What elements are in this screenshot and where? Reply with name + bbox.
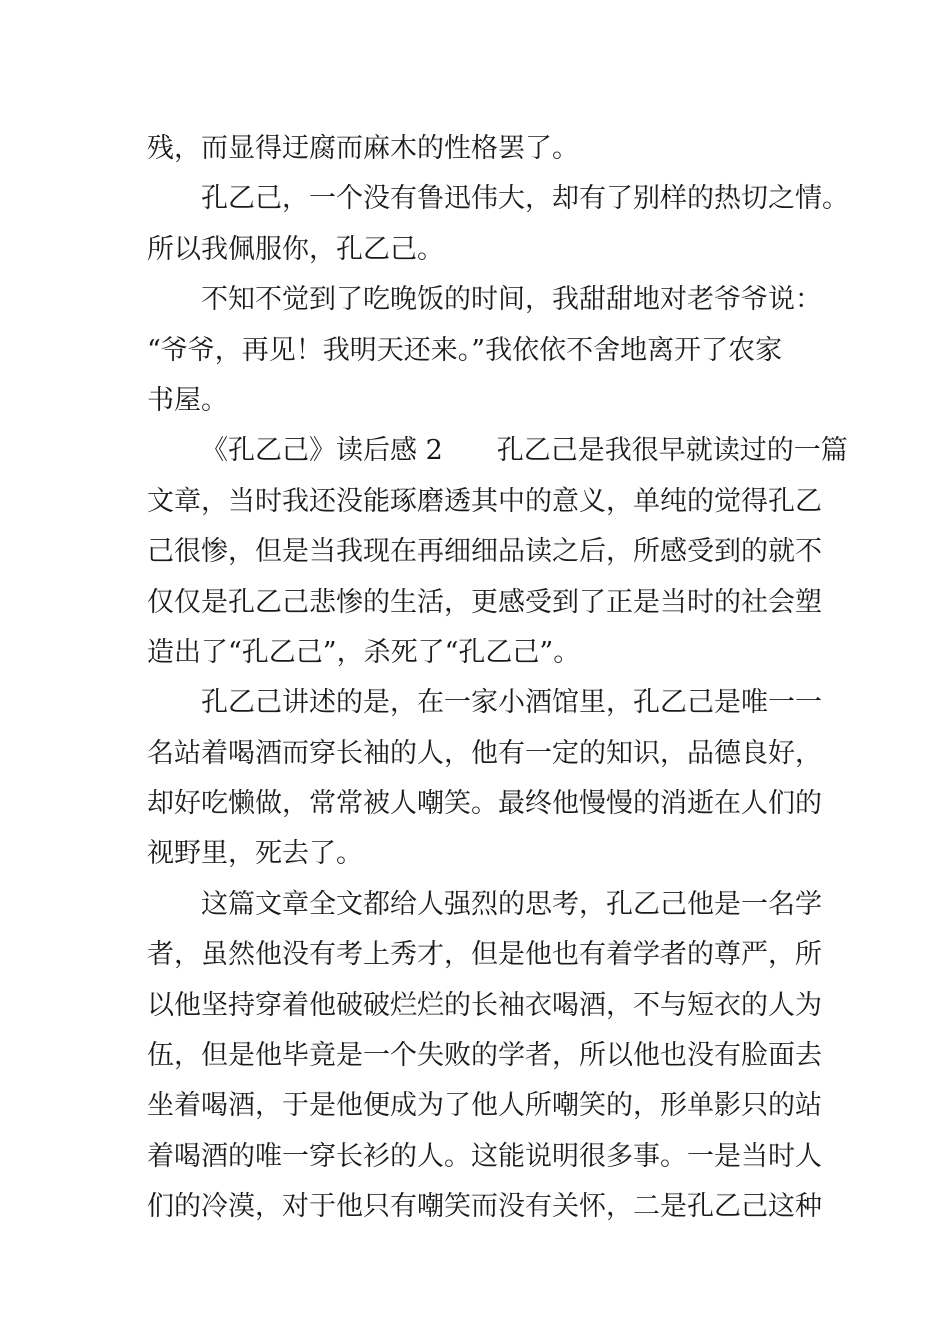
text-line: 文章，当时我还没能琢磨透其中的意义，单纯的觉得孔乙 [147, 485, 822, 517]
text-line: 着喝酒的唯一穿长衫的人。这能说明很多事。一是当时人 [147, 1140, 822, 1172]
paragraph-start-line: 这篇文章全文都给人强烈的思考，孔乙己他是一名学 [201, 888, 822, 920]
text-line: 所以我佩服你，孔乙己。 [147, 233, 444, 265]
paragraph-start-line: 孔乙己，一个没有鲁迅伟大，却有了别样的热切之情。 [201, 183, 849, 215]
text-line: 者，虽然他没有考上秀才，但是他也有着学者的尊严，所 [147, 939, 822, 971]
document-body [147, 124, 849, 1233]
text-line: 视野里，死去了。 [147, 838, 363, 870]
text-line: 造出了“孔乙己”，杀死了“孔乙己”。 [147, 636, 581, 668]
text-line: 以他坚持穿着他破破烂烂的长袖衣喝酒，不与短衣的人为 [147, 989, 822, 1021]
text-line: “爷爷，再见！我明天还来。”我依依不舍地离开了农家 [147, 334, 783, 366]
paragraph-start-line: 孔乙己讲述的是，在一家小酒馆里，孔乙己是唯一一 [201, 687, 822, 719]
text-line: 坐着喝酒，于是他便成为了他人所嘲笑的，形单影只的站 [147, 1090, 822, 1122]
text-line: 书屋。 [147, 384, 228, 416]
text-line: 伍，但是他毕竟是一个失败的学者，所以他也没有脸面去 [147, 1040, 822, 1072]
section-heading-line: 《孔乙己》读后感 2 孔乙己是我很早就读过的一篇 [201, 435, 848, 467]
text-line: 己很惨，但是当我现在再细细品读之后，所感受到的就不 [147, 536, 822, 568]
paragraph-start-line: 不知不觉到了吃晚饭的时间，我甜甜地对老爷爷说： [201, 284, 822, 316]
text-line: 们的冷漠，对于他只有嘲笑而没有关怀，二是孔乙己这种 [147, 1191, 822, 1223]
text-line: 仅仅是孔乙己悲惨的生活，更感受到了正是当时的社会塑 [147, 586, 822, 618]
text-line: 残，而显得迂腐而麻木的性格罢了。 [147, 133, 579, 164]
text-line: 名站着喝酒而穿长袖的人，他有一定的知识，品德良好， [147, 737, 822, 769]
text-line: 却好吃懒做，常常被人嘲笑。最终他慢慢的消逝在人们的 [147, 788, 822, 820]
